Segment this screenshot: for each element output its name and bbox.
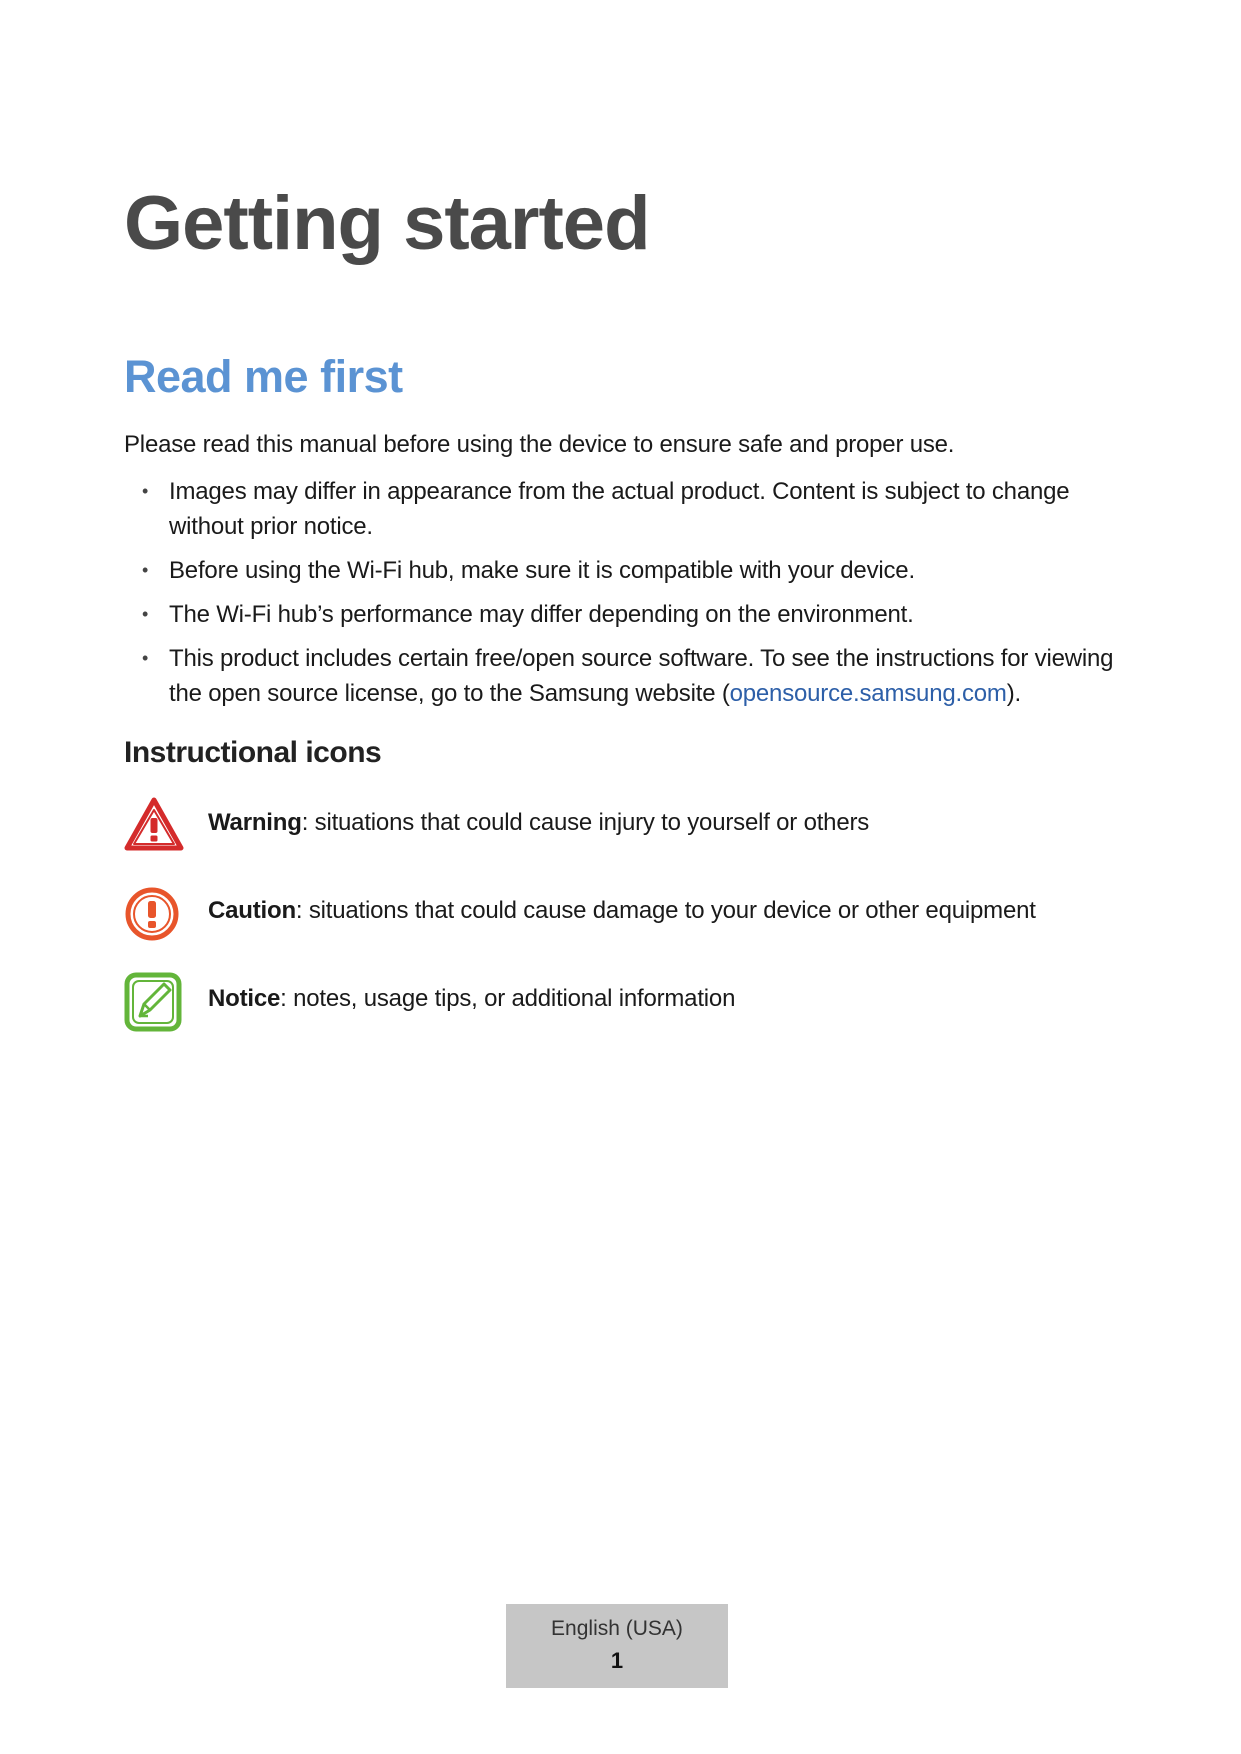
bullet-text-end: ). (1006, 680, 1021, 707)
notice-description: : notes, usage tips, or additional information (280, 985, 736, 1012)
chapter-title: Getting started (124, 181, 650, 266)
section-title: Read me first (124, 351, 403, 402)
page-footer (506, 1604, 728, 1688)
notice-pen-icon (124, 972, 184, 1032)
bullet-dot: • (142, 604, 149, 624)
caution-exclamation-icon (124, 884, 184, 944)
notice-text (208, 984, 735, 1014)
bullet-dot: • (142, 560, 149, 580)
warning-row (124, 796, 1124, 856)
footer-language: English (USA) (551, 1617, 683, 1640)
warning-text (208, 808, 869, 838)
caution-description: : situations that could cause damage to your device or other equipment (295, 897, 1036, 924)
bullet-dot: • (142, 481, 149, 501)
notice-label: Notice (208, 985, 281, 1012)
list-item (124, 641, 1124, 711)
bullet-text: The Wi-Fi hub’s performance may differ depending on the environment. (169, 601, 914, 628)
opensource-link[interactable]: opensource.samsung.com (729, 680, 1007, 707)
bullet-list (124, 474, 1124, 720)
list-item (124, 474, 1124, 544)
bullet-text: Before using the Wi-Fi hub, make sure it is compatible with your device. (169, 557, 915, 584)
warning-triangle-icon (124, 796, 184, 856)
page-number: 1 (610, 1648, 624, 1673)
caution-label: Caution (208, 897, 296, 924)
list-item (124, 597, 1124, 632)
bullet-text: This product includes certain free/open source software. To see the instructions for viewing the open source license, go to the Samsung website ( (169, 645, 1114, 707)
bullet-text: Images may differ in appearance from the actual product. Content is subject to change without prior notice. (169, 478, 1070, 540)
notice-row (124, 972, 1124, 1032)
warning-description: : situations that could cause injury to yourself or others (301, 809, 870, 836)
list-item (124, 553, 1124, 588)
caution-row (124, 884, 1124, 944)
caution-text (208, 896, 1036, 926)
warning-label: Warning (208, 809, 302, 836)
intro-paragraph: Please read this manual before using the device to ensure safe and proper use. (124, 431, 955, 458)
instructional-icons-title: Instructional icons (124, 736, 382, 769)
bullet-dot: • (142, 648, 149, 668)
